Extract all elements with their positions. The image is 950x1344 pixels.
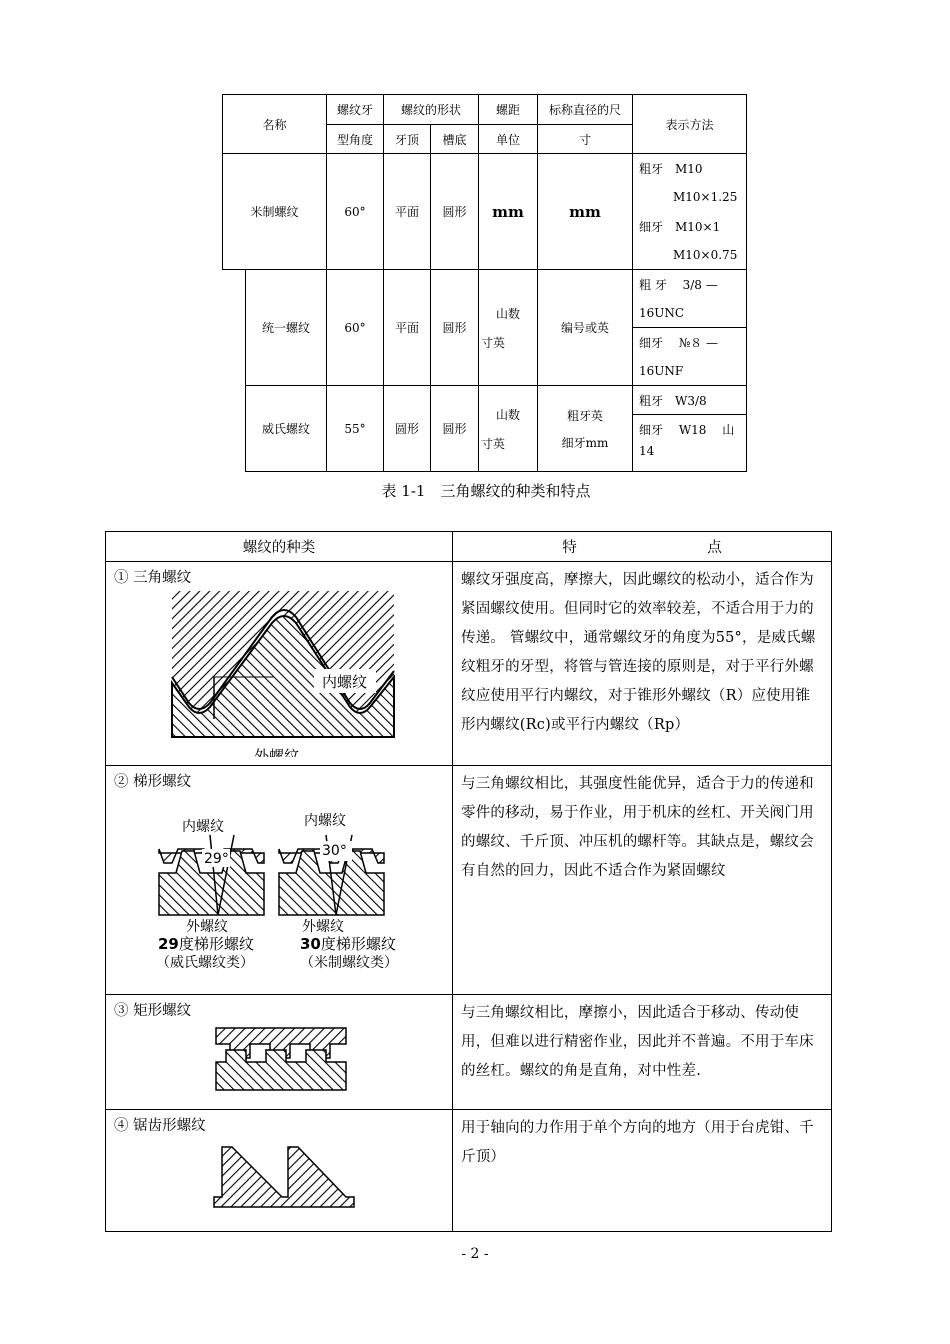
row-diameter	[538, 386, 633, 472]
inner-thread-label: 内螺纹	[304, 813, 346, 829]
row-pitch	[479, 270, 538, 386]
header-diameter-2: 寸	[538, 125, 633, 154]
kind-cell	[106, 1110, 453, 1232]
feature-text: 与三角螺纹相比，其强度性能优异，适合于力的传递和零件的移动，易于作业，用于机床的丝杠、开关阀门用的螺纹、千斤顶、冲压机的螺杆等。其缺点是，螺纹会有自然的回力，因此不适合作为紧固螺纹	[453, 766, 832, 995]
kind-title: ① 三角螺纹	[114, 570, 192, 586]
thread-name-label: 30度梯形螺纹	[300, 935, 396, 953]
outer-thread-label: 外螺纹	[302, 919, 344, 935]
thread-name-label: 29度梯形螺纹	[158, 935, 254, 953]
method-line: 细牙 W18 山	[633, 415, 747, 444]
row-crest: 圆形	[384, 386, 431, 472]
thread-sub-label: （米制螺纹类）	[300, 955, 398, 971]
group-bracket	[223, 270, 246, 472]
feature-text: 与三角螺纹相比，摩擦小，因此适合于移动、传动使用，但难以进行精密作业，因此并不普遍。不用于车床的丝杠。螺纹的角是直角，对中性差.	[453, 995, 832, 1110]
kind-cell	[106, 766, 453, 995]
thread-types-table	[105, 531, 832, 1232]
header-angle-2: 型角度	[327, 125, 384, 154]
row-diameter: 编号或英	[538, 270, 633, 386]
buttress-thread-figure	[114, 1135, 444, 1223]
kind-title: ③ 矩形螺纹	[114, 1003, 192, 1019]
method-line: 细牙 №８ —	[633, 328, 747, 357]
row-diameter: mm	[538, 154, 633, 270]
method-line: 14	[633, 444, 747, 472]
kind-title: ② 梯形螺纹	[114, 774, 192, 790]
row-angle: 60°	[327, 270, 384, 386]
row-root: 圆形	[431, 154, 479, 270]
feature-text: 用于轴向的力作用于单个方向的地方（用于台虎钳、千斤顶）	[453, 1110, 832, 1232]
inner-thread-label: 内螺纹	[182, 819, 224, 835]
pitch-line: 寸英	[481, 436, 506, 451]
row-name: 统一螺纹	[246, 270, 327, 386]
trapezoidal-thread-figure	[114, 791, 444, 981]
square-thread-figure	[114, 1020, 444, 1098]
pitch-line: 山数	[495, 407, 520, 422]
kind-cell	[106, 995, 453, 1110]
outer-thread-label: 外螺纹	[186, 919, 228, 935]
row-name: 威氏螺纹	[246, 386, 327, 472]
kind-cell	[106, 562, 453, 766]
angle-label: 29°	[204, 851, 229, 867]
method-line: M10×1.25	[633, 183, 747, 212]
method-line: 粗牙 M10	[633, 154, 747, 183]
header-feature: 特 点	[453, 532, 832, 562]
pitch-line: 寸英	[481, 335, 506, 350]
header-name: 名称	[223, 95, 327, 154]
method-line: 16UNC	[633, 299, 747, 328]
header-crest: 牙顶	[384, 125, 431, 154]
method-line: 粗牙 W3/8	[633, 386, 747, 415]
page-number: - 2 -	[461, 1246, 489, 1262]
table-caption: 表 1-1 三角螺纹的种类和特点	[381, 482, 591, 500]
triangle-thread-figure	[114, 587, 444, 757]
header-root: 槽底	[431, 125, 479, 154]
header-kind: 螺纹的种类	[106, 532, 453, 562]
pitch-line: 山数	[495, 306, 520, 321]
thread-spec-table	[222, 94, 747, 472]
inner-thread-label: 内螺纹	[322, 673, 368, 691]
diameter-line: 粗牙英	[566, 408, 603, 423]
feature-text: 螺纹牙强度高，摩擦大，因此螺纹的松动小，适合作为紧固螺纹使用。但同时它的效率较差，不适合用于力的传递。 管螺纹中，通常螺纹牙的角度为55°，是威氏螺纹粗牙的牙型，将管与管连接的原则是，对于平行外螺纹应使用平行内螺纹，对于锥形外螺纹（R）应使用锥形内螺纹(Rc)或平行内螺纹（Rp）	[453, 562, 832, 766]
row-root: 圆形	[431, 386, 479, 472]
angle-label: 30°	[322, 843, 347, 859]
row-pitch	[479, 386, 538, 472]
kind-title: ④ 锯齿形螺纹	[114, 1118, 206, 1134]
row-angle: 60°	[327, 154, 384, 270]
method-line: 细牙 M10×1	[633, 212, 747, 241]
method-line: M10×0.75	[633, 241, 747, 270]
header-angle: 螺纹牙	[327, 95, 384, 125]
method-line: 16UNF	[633, 357, 747, 386]
row-crest: 平面	[384, 270, 431, 386]
diameter-line: 细牙mm	[561, 435, 609, 450]
header-pitch: 螺距	[479, 95, 538, 125]
outer-thread-label: 外螺纹	[254, 747, 300, 757]
row-root: 圆形	[431, 270, 479, 386]
header-method: 表示方法	[633, 95, 747, 154]
row-pitch: mm	[479, 154, 538, 270]
header-diameter: 标称直径的尺	[538, 95, 633, 125]
method-line: 粗 牙 3/8 —	[633, 270, 747, 299]
header-pitch-2: 单位	[479, 125, 538, 154]
row-angle: 55°	[327, 386, 384, 472]
row-crest: 平面	[384, 154, 431, 270]
header-shape: 螺纹的形状	[384, 95, 479, 125]
thread-sub-label: （威氏螺纹类）	[156, 955, 254, 971]
row-name: 米制螺纹	[223, 154, 327, 270]
